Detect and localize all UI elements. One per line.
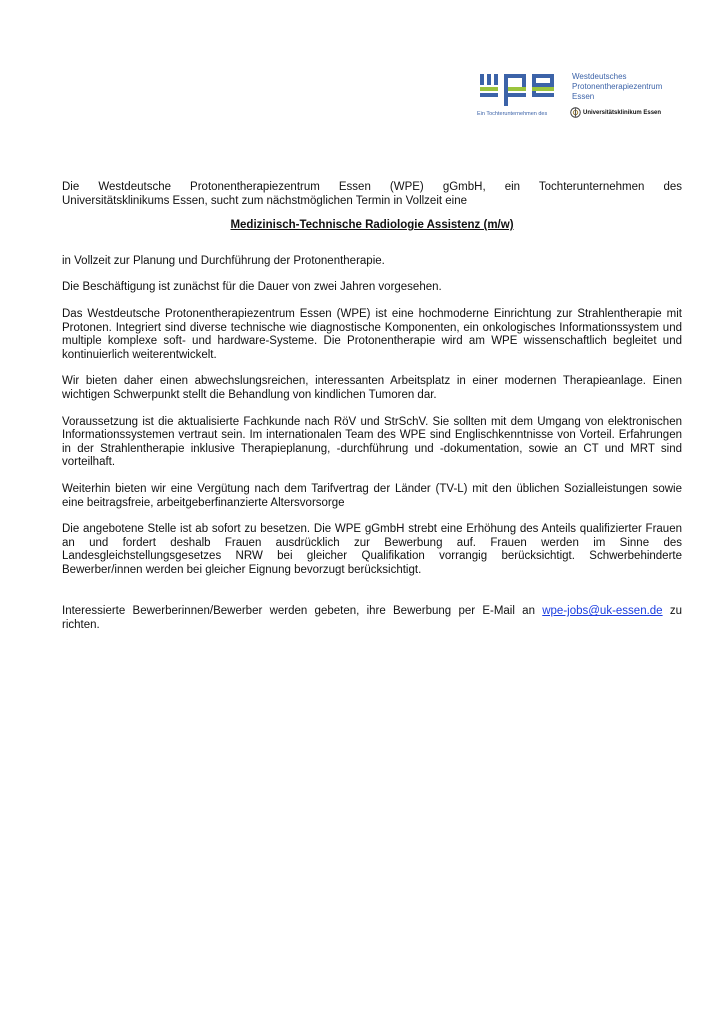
paragraph-scope: in Vollzeit zur Planung und Durchführung der Protonentherapie. <box>62 254 385 267</box>
wpe-logo <box>470 70 663 125</box>
intro-line-2: Universitätsklinikums Essen, sucht zum nächstmöglichen Termin in Vollzeit eine <box>62 194 468 207</box>
paragraph-closing <box>62 605 682 632</box>
closing-text-after: zu richten. <box>62 605 683 632</box>
closing-text-before: Interessierte Bewerberinnen/Bewerber werden gebeten, ihre Bewerbung per E-Mail an <box>62 605 543 618</box>
paragraph-requirements: Voraussetzung ist die aktualisierte Fachkunde nach RöV und StrSchV. Sie sollten mit dem Umgang von elektronischen Informationssystemen vertraut sein. Im internationalen Team des WPE sind Englischkenntnisse von Vorteil. Erfahrungen in der Strahlentherapie inklusive Therapieplanung, -durchführung und -dokumentation, sowie an CT und MRT sind vorteilhaft. <box>62 415 682 469</box>
job-posting-letter <box>62 181 682 633</box>
email-link[interactable]: wpe-jobs@uk-essen.de <box>542 605 663 618</box>
wpe-wordmark-logo <box>478 70 564 110</box>
logo-institution-name <box>572 72 662 102</box>
logo-subline: Ein Tochterunternehmen des <box>477 111 548 117</box>
paragraph-offer: Wir bieten daher einen abwechslungsreichen, interessanten Arbeitsplatz in einer modernen Therapieanlage. Einen wichtigen Schwerpunkt stellt die Behandlung von kindlichen Tumoren dar. <box>62 375 682 401</box>
logo-line-2: Protonentherapiezentrum <box>572 82 663 91</box>
job-title: Medizinisch-Technische Radiologie Assistenz (m/w) <box>230 219 514 232</box>
university-seal-icon <box>570 107 581 118</box>
logo-line-3: Essen <box>572 92 595 101</box>
paragraph-institution: Das Westdeutsche Protonentherapiezentrum Essen (WPE) ist eine hochmoderne Einrichtung zur Strahlentherapie mit Protonen. Integriert sind diverse technische wie diagnostische Komponenten, ein onkologisches Informationssystem und multiple komplexe soft- und hardware-Systeme. Die Protonentherapie wird am WPE wissenschaftlich begleitet und kontinuierlich weiterentwickelt. <box>62 307 682 361</box>
paragraph-duration: Die Beschäftigung ist zunächst für die Dauer von zwei Jahren vorgesehen. <box>62 281 442 294</box>
partner-name: Universitätsklinikum Essen <box>583 109 662 116</box>
paragraph-compensation: Weiterhin bieten wir eine Vergütung nach dem Tarifvertrag der Länder (TV-L) mit den üblichen Sozialleistungen sowie eine beitragsfreie, arbeitgeberfinanzierte Altersvorsorge <box>62 482 682 509</box>
partner-logo <box>570 107 661 118</box>
paragraph-equality: Die angebotene Stelle ist ab sofort zu besetzen. Die WPE gGmbH strebt eine Erhöhung des Anteils qualifizierter Frauen an und fordert deshalb Frauen ausdrücklich zur Bewerbung auf. Frauen werden im Sinne des Landesgleichstellungsgesetzes NRW bei gleicher Qualifikation vorrangig berücksichtigt. Schwerbehinderte Bewerber/innen werden bei gleicher Eignung bevorzugt berücksichtigt. <box>62 523 682 576</box>
logo-line-1: Westdeutsches <box>572 72 627 81</box>
intro-line-1: Die Westdeutsche Protonentherapiezentrum Essen (WPE) gGmbH, ein Tochterunternehmen des <box>62 181 682 193</box>
